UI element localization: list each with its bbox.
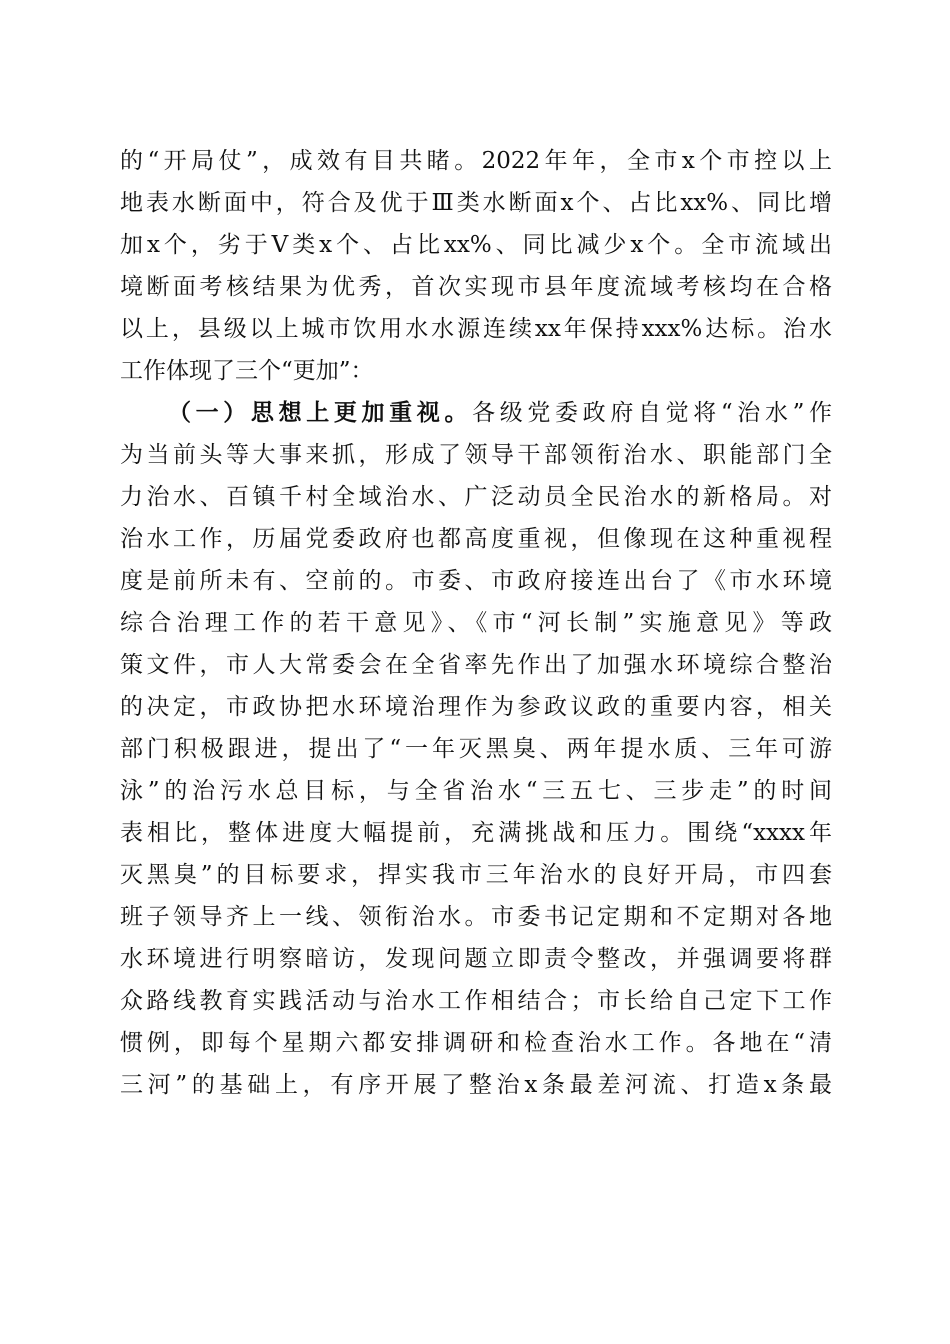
paragraph-2-line-14: 水环境进行明察暗访，发现问题立即责令整改，并强调要将群 xyxy=(120,946,832,972)
paragraph-1-line-1: 的“开局仗”，成效有目共睹。2022年年，全市x个市控以上 xyxy=(120,148,832,174)
paragraph-2-line-10: 泳”的治污水总目标，与全省治水“三五七、三步走”的时间 xyxy=(120,778,832,804)
paragraph-2-line-3: 力治水、百镇千村全域治水、广泛动员全民治水的新格局。对 xyxy=(120,484,832,510)
paragraph-1-line-4: 境断面考核结果为优秀，首次实现市县年度流域考核均在合格 xyxy=(120,274,832,300)
body-text xyxy=(120,140,832,1106)
paragraph-2-line-12: 灭黑臭”的目标要求，捍实我市三年治水的良好开局，市四套 xyxy=(120,862,832,888)
paragraph-2-line-5: 度是前所未有、空前的。市委、市政府接连出台了《市水环境 xyxy=(120,568,832,594)
paragraph-2-line-7: 策文件，市人大常委会在全省率先作出了加强水环境综合整治 xyxy=(120,652,832,678)
section-heading: （一）思想上更加重视。 xyxy=(168,400,473,426)
paragraph-2-line-15: 众路线教育实践活动与治水工作相结合；市长给自己定下工作 xyxy=(120,988,832,1014)
paragraph-2-line-16: 惯例，即每个星期六都安排调研和检查治水工作。各地在“清 xyxy=(120,1030,832,1056)
paragraph-2-line-17: 三河”的基础上，有序开展了整治x条最差河流、打造x条最 xyxy=(120,1072,832,1098)
paragraph-2-line-13: 班子领导齐上一线、领衔治水。市委书记定期和不定期对各地 xyxy=(120,904,832,930)
paragraph-1-line-3: 加x个，劣于Ⅴ类x个、占比xx%、同比减少x个。全市流域出 xyxy=(120,232,832,258)
paragraph-2-line-2: 为当前头等大事来抓，形成了领导干部领衔治水、职能部门全 xyxy=(120,442,832,468)
paragraph-2-line-8: 的决定，市政协把水环境治理作为参政议政的重要内容，相关 xyxy=(120,694,832,720)
paragraph-2-line-6: 综合治理工作的若干意见》、《市“河长制”实施意见》等政 xyxy=(120,610,832,636)
paragraph-2-line-11: 表相比，整体进度大幅提前，充满挑战和压力。围绕“xxxx年 xyxy=(120,820,832,846)
paragraph-1-line-5: 以上，县级以上城市饮用水水源连续xx年保持xxx%达标。治水 xyxy=(120,316,832,342)
paragraph-2-line-9: 部门积极跟进，提出了“一年灭黑臭、两年提水质、三年可游 xyxy=(120,736,832,762)
paragraph-1-line-2: 地表水断面中，符合及优于Ⅲ类水断面x个、占比xx%、同比增 xyxy=(120,190,832,216)
paragraph-1-line-6: 工作体现了三个“更加”： xyxy=(120,358,374,384)
paragraph-2-line-4: 治水工作，历届党委政府也都高度重视，但像现在这种重视程 xyxy=(120,526,832,552)
paragraph-2-line-1-text: 各级党委政府自觉将“治水”作 xyxy=(472,400,832,426)
paragraph-2-line-1 xyxy=(120,392,832,434)
